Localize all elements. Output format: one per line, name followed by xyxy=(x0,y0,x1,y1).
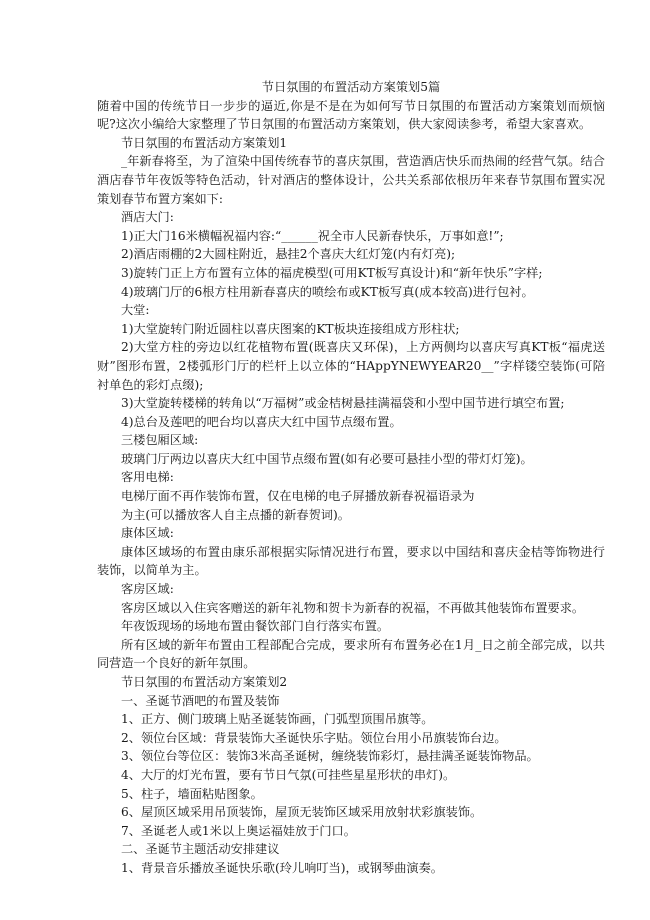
list-item: 3、领位台等位区：装饰3米高圣诞树，缠绕装饰彩灯，悬挂满圣诞装饰物品。 xyxy=(121,749,539,764)
plan1-lead: _年新春将至，为了渲染中国传统春节的喜庆氛围，营造酒店快乐而热闹的经营气氛。结合酒店春节年夜饭等特色活动，针对酒店的整体设计，公共关系部依根历年来春节氛围布置实况策划春节布置方案如下: xyxy=(97,154,605,206)
list-item: 7、圣诞老人或1米以上奥运福娃放于门口。 xyxy=(121,823,356,838)
plan2-part2-title: 二、圣诞节主题活动安排建议 xyxy=(121,842,280,857)
list-item: 1、正方、侧门玻璃上贴圣诞装饰画，门弧型顶围吊旗等。 xyxy=(121,712,434,727)
list-item: 2)大堂方柱的旁边以红花植物布置(既喜庆又环保)，上方两侧均以喜庆写真KT板“福虎送财”图形布置，2楼弧形门厅的栏杆上以立体的“HAppYNEWYEAR20__”字样镂空装饰(可陪衬单色的彩灯点缀); xyxy=(97,340,605,392)
list-item: 3)旋转门正上方布置有立体的福虎模型(可用KT板写真设计)和“新年快乐”字样; xyxy=(121,265,543,280)
list-item: 4)玻璃门厅的6根方柱用新春喜庆的喷绘布或KT板写真(成本较高)进行包衬。 xyxy=(121,284,534,299)
rooms-text: 客房区域以入住宾客赠送的新年礼物和贺卡为新春的祝福，不再做其他装饰布置要求。 xyxy=(121,600,585,615)
section-title-third-floor: 三楼包厢区域: xyxy=(121,433,199,448)
list-item: 1)正大门16米横幅祝福内容:“______祝全市人民新春快乐，万事如意!”; xyxy=(121,228,504,243)
plan2-heading: 节日氛围的布置活动方案策划2 xyxy=(121,675,288,689)
elevator-text-1: 电梯厅面不再作装饰布置，仅在电梯的电子屏播放新春祝福语录为 xyxy=(121,489,475,504)
plan2-part1-title: 一、圣诞节酒吧的布置及装饰 xyxy=(121,693,280,708)
section-title-lobby: 大堂: xyxy=(121,303,150,318)
list-item: 5、柱子，墙面粘贴图象。 xyxy=(121,786,263,801)
fitness-text: 康体区域场的布置由康乐部根据实际情况进行布置，要求以中国结和喜庆金桔等饰物进行装饰，以简单为主。 xyxy=(97,544,605,578)
gate-list xyxy=(97,227,605,301)
section-title-elevator: 客用电梯: xyxy=(121,470,174,485)
list-item: 4)总台及莲吧的吧台均以喜庆大红中国节点缀布置。 xyxy=(121,414,402,429)
dinner-text: 年夜饭现场的场地布置由餐饮部门自行落实布置。 xyxy=(121,619,390,634)
section-title-gate: 酒店大门: xyxy=(121,210,174,225)
list-item: 1)大堂旋转门附近圆柱以喜庆图案的KT板块连接组成方形柱状; xyxy=(121,321,460,336)
third-floor-text: 玻璃门厅两边以喜庆大红中国节点缀布置(如有必要可悬挂小型的带灯灯笼)。 xyxy=(121,451,533,466)
list-item: 2、领位台区域：背景装饰大圣诞快乐字贴。领位台用小吊旗装饰台边。 xyxy=(121,730,507,745)
section-title-fitness: 康体区域: xyxy=(121,526,174,541)
list-item: 6、屋顶区域采用吊顶装饰，屋顶无装饰区域采用放射状彩旗装饰。 xyxy=(121,805,483,820)
intro-paragraph: 随着中国的传统节日一步步的逼近,你是不是在为如何写节日氛围的布置活动方案策划而烦恼呢?这次小编给大家整理了节日氛围的布置活动方案策划，供大家阅读参考，希望大家喜欢。 xyxy=(97,98,605,132)
list-item: 4、大厅的灯光布置，要有节日气氛(可挂些星星形状的串灯)。 xyxy=(121,767,456,782)
plan1-heading: 节日氛围的布置活动方案策划1 xyxy=(121,135,288,150)
plan1-closing: 所有区域的新年布置由工程部配合完成，要求所有布置务必在1月_日之前全部完成，以共同营造一个良好的新年氛围。 xyxy=(97,637,605,671)
list-item: 1、背景音乐播放圣诞快乐歌(玲儿响叮当)，或钢琴曲演奏。 xyxy=(121,860,443,875)
lobby-list xyxy=(97,320,605,432)
section-title-rooms: 客房区域: xyxy=(121,582,174,597)
elevator-text-2: 为主(可以播放客人自主点播的新春贺词)。 xyxy=(121,507,350,522)
list-item: 2)酒店雨棚的2大圆柱附近，悬挂2个喜庆大红灯笼(内有灯亮); xyxy=(121,247,456,262)
document-title: 节日氛围的布置活动方案策划5篇 xyxy=(261,80,441,94)
list-item: 3)大堂旋转楼梯的转角以“万福树”或金桔树悬挂满福袋和小型中国节进行填空布置; xyxy=(121,396,565,411)
plan2-part1-list xyxy=(97,710,605,840)
